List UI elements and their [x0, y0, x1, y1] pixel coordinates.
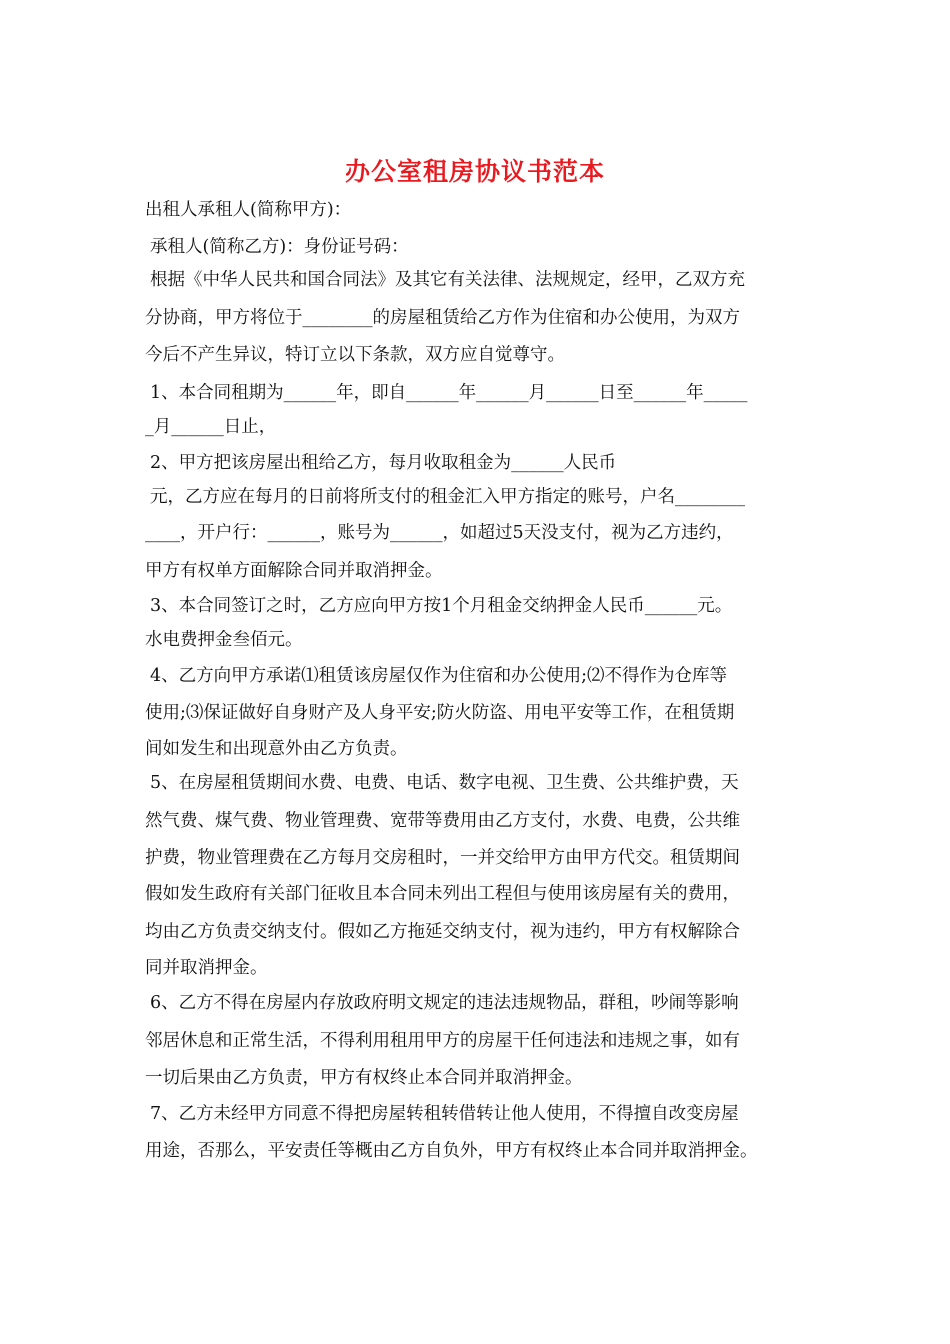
text-line: 6、乙方不得在房屋内存放政府明文规定的违法违规物品，群租，吵闹等影响	[150, 993, 739, 1013]
text-line: _月______日止，	[145, 417, 277, 437]
text-line: 护费，物业管理费在乙方每月交房租时，一并交给甲方由甲方代交。租赁期间	[145, 848, 740, 868]
text-line: 用途，否那么，平安责任等概由乙方自负外，甲方有权终止本合同并取消押金。	[145, 1141, 758, 1161]
text-line: 同并取消押金。	[145, 958, 268, 978]
text-line: 使用;⑶保证做好自身财产及人身平安;防火防盗、用电平安等工作，在租赁期	[145, 703, 735, 723]
text-line: 出租人承租人(简称甲方)：	[145, 200, 352, 220]
text-line: 今后不产生异议，特订立以下条款，双方应自觉尊守。	[145, 345, 565, 365]
text-line: 7、乙方未经甲方同意不得把房屋转租转借转让他人使用，不得擅自改变房屋	[150, 1104, 739, 1124]
text-line: 元，乙方应在每月的日前将所支付的租金汇入甲方指定的账号，户名________	[150, 487, 745, 507]
text-line: 3、本合同签订之时，乙方应向甲方按1个月租金交纳押金人民币______元。	[150, 596, 733, 616]
text-line: 水电费押金叁佰元。	[145, 630, 303, 650]
text-line: 2、甲方把该房屋出租给乙方，每月收取租金为______人民币	[150, 453, 617, 473]
text-line: 1、本合同租期为______年，即自______年______月______日至______年_____	[150, 383, 748, 403]
text-line: 分协商，甲方将位于________的房屋租赁给乙方作为住宿和办公使用，为双方	[145, 308, 740, 328]
text-line: 假如发生政府有关部门征收且本合同未列出工程但与使用该房屋有关的费用，	[145, 884, 740, 904]
text-line: 承租人(简称乙方)：身份证号码：	[150, 237, 409, 257]
text-line: 邻居休息和正常生活，不得利用租用甲方的房屋干任何违法和违规之事，如有	[145, 1031, 740, 1051]
text-line: 甲方有权单方面解除合同并取消押金。	[145, 561, 443, 581]
text-line: 均由乙方负责交纳支付。假如乙方拖延交纳支付，视为违约，甲方有权解除合	[145, 922, 740, 942]
text-line: 根据《中华人民共和国合同法》及其它有关法律、法规规定，经甲，乙双方充	[150, 270, 745, 290]
text-line: 一切后果由乙方负责，甲方有权终止本合同并取消押金。	[145, 1068, 583, 1088]
text-line: 5、在房屋租赁期间水费、电费、电话、数字电视、卫生费、公共维护费，天	[150, 773, 739, 793]
document-title: 办公室租房协议书范本	[344, 157, 605, 186]
text-line: ____，开户行：______，账号为______，如超过5天没支付，视为乙方违约，	[145, 523, 734, 543]
text-line: 然气费、煤气费、物业管理费、宽带等费用由乙方支付，水费、电费，公共维	[145, 811, 740, 831]
text-line: 4、乙方向甲方承诺⑴租赁该房屋仅作为住宿和办公使用;⑵不得作为仓库等	[150, 666, 728, 686]
text-line: 间如发生和出现意外由乙方负责。	[145, 739, 408, 759]
